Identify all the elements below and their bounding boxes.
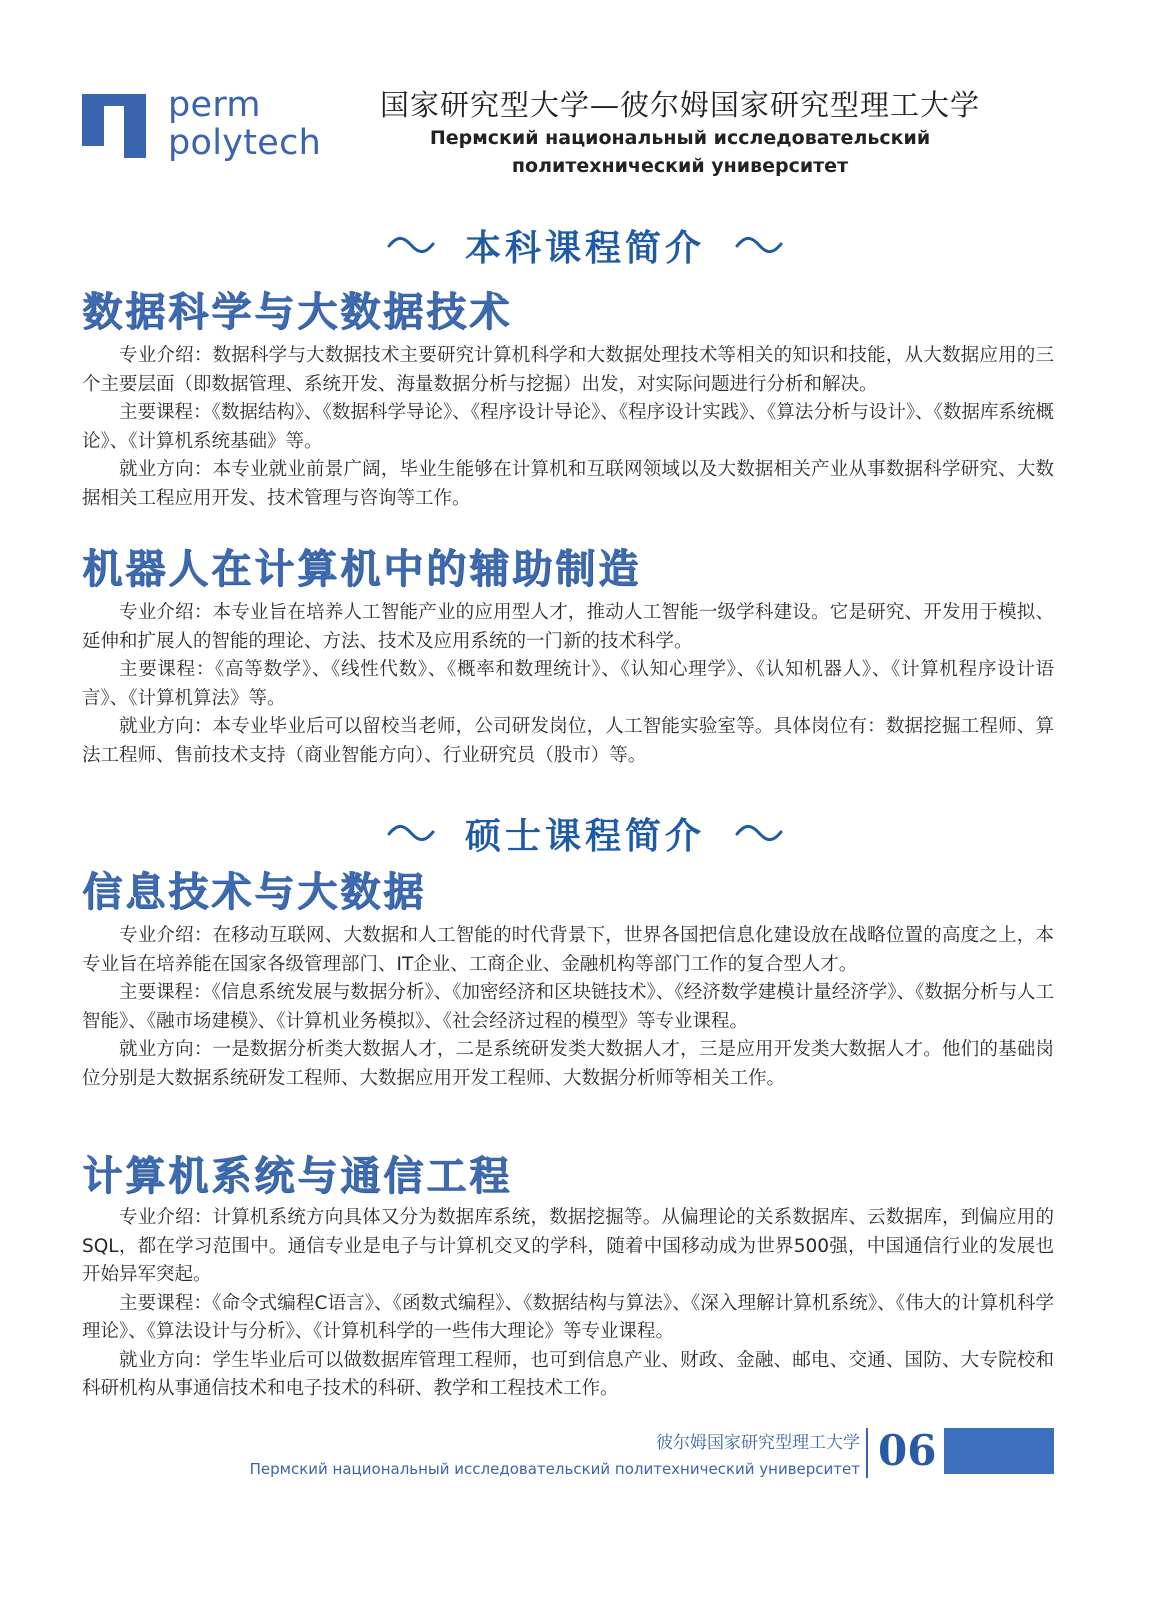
footer-name-cn: 彼尔姆国家研究型理工大学 [656,1433,860,1453]
program-title: 数据科学与大数据技术 [82,289,512,335]
section-title: 本科课程简介 [464,227,705,269]
polytech-logo-icon [82,94,146,158]
program-intro: 专业介绍：计算机系统方向具体又分为数据库系统，数据挖掘等。从偏理论的关系数据库、云数据库，到偏应用的SQL，都在学习范围中。通信专业是电子与计算机交叉的学科，随着中国移动成为世界500强，中国通信行业的发展也开始异军突起。 [82,1207,1054,1285]
program-description [82,599,1054,770]
logo-line-1: perm [168,85,261,125]
program-title: 计算机系统与通信工程 [82,1153,512,1199]
program-title: 信息技术与大数据 [82,869,426,915]
program-title: 机器人在计算机中的辅助制造 [82,546,641,592]
program-career: 就业方向：一是数据分析类大数据人才，二是系统研发类大数据人才，三是应用开发类大数据人才。他们的基础岗位分别是大数据系统研发工程师、大数据应用开发工程师、大数据分析师等相关工作。 [82,1039,1054,1089]
program-description [82,922,1054,1093]
section-banner-bachelor [0,220,1170,270]
wave-decoration-icon [387,236,435,254]
program-courses: 主要课程：《信息系统发展与数据分析》、《加密经济和区块链技术》、《经济数学建模计量经济学》、《数据分析与人工智能》、《融市场建模》、《计算机业务模拟》、《社会经济过程的模型》等专业课程。 [82,982,1054,1032]
logo-wordmark [168,86,321,162]
program-courses: 主要课程：《数据结构》、《数据科学导论》、《程序设计导论》、《程序设计实践》、《算法分析与设计》、《数据库系统概论》、《计算机系统基础》等。 [82,402,1054,452]
footer-divider [866,1428,868,1478]
section-title: 硕士课程简介 [464,815,705,857]
section-banner-master [0,808,1170,858]
wave-decoration-icon [735,824,783,842]
program-career: 就业方向：本专业就业前景广阔，毕业生能够在计算机和互联网领域以及大数据相关产业从事数据科学研究、大数据相关工程应用开发、技术管理与咨询等工作。 [82,459,1054,509]
wave-decoration-icon [387,824,435,842]
program-intro: 专业介绍：数据科学与大数据技术主要研究计算机科学和大数据处理技术等相关的知识和技能，从大数据应用的三个主要层面（即数据管理、系统开发、海量数据分析与挖掘）出发，对实际问题进行分析和解决。 [82,345,1054,395]
program-intro: 专业介绍：本专业旨在培养人工智能产业的应用型人才，推动人工智能一级学科建设。它是研究、开发用于模拟、延伸和扩展人的智能的理论、方法、技术及应用系统的一门新的技术科学。 [82,602,1054,652]
program-description [82,342,1054,513]
logo-line-2: polytech [168,123,322,163]
footer-color-bar [944,1428,1054,1474]
program-description [82,1204,1054,1404]
footer-university-name [250,1430,860,1482]
program-intro: 专业介绍：在移动互联网、大数据和人工智能的时代背景下，世界各国把信息化建设放在战略位置的高度之上，本专业旨在培养能在国家各级管理部门、IT企业、工商企业、金融机构等部门工作的复合型人才。 [82,925,1054,975]
university-name-ru-line-1: Пермский национальный исследовательский [429,127,931,149]
program-career: 就业方向：学生毕业后可以做数据库管理工程师，也可到信息产业、财政、金融、邮电、交通、国防、大专院校和科研机构从事通信技术和电子技术的科研、教学和工程技术工作。 [82,1349,1054,1399]
university-name-cn: 国家研究型大学—彼尔姆国家研究型理工大学 [379,88,980,122]
program-courses: 主要课程：《命令式编程C语言》、《函数式编程》、《数据结构与算法》、《深入理解计算机系统》、《伟大的计算机科学理论》、《算法设计与分析》、《计算机科学的一些伟大理论》等专业课程。 [82,1292,1054,1342]
header-titles [345,86,1015,180]
university-name-ru-line-2: политехнический университет [511,155,849,177]
wave-decoration-icon [735,236,783,254]
program-courses: 主要课程：《高等数学》、《线性代数》、《概率和数理统计》、《认知心理学》、《认知机器人》、《计算机程序设计语言》、《计算机算法》等。 [82,659,1054,709]
program-career: 就业方向：本专业毕业后可以留校当老师，公司研发岗位，人工智能实验室等。具体岗位有：数据挖掘工程师、算法工程师、售前技术支持（商业智能方向）、行业研究员（股市）等。 [82,716,1054,766]
footer-name-ru: Пермский национальный исследовательский политехнический университет [249,1460,860,1478]
page-number: 06 [878,1426,937,1475]
university-logo [82,86,352,166]
